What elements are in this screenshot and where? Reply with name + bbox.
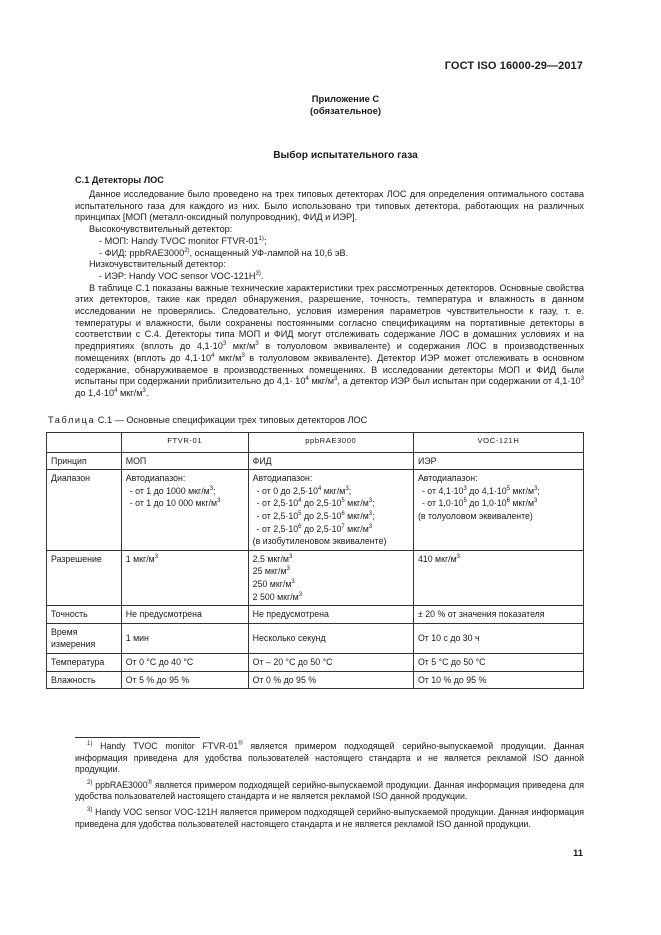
row-label: Принцип bbox=[47, 452, 122, 470]
standard-header: ГОСТ ISO 16000-29—2017 bbox=[444, 60, 583, 72]
table-cell: От 10 % до 95 % bbox=[413, 671, 583, 689]
table-cell: От 0 % до 95 % bbox=[248, 671, 413, 689]
table-row-accuracy bbox=[47, 606, 584, 624]
table-cell: От 5 % до 95 % bbox=[121, 671, 248, 689]
row-label: Разрешение bbox=[47, 550, 122, 605]
annex-subtitle: (обязательное) bbox=[310, 105, 381, 116]
table-cell: От 0 °С до 40 °С bbox=[121, 653, 248, 671]
annex-title: Приложение С bbox=[311, 93, 380, 104]
header-voc121h: VOC-121H bbox=[413, 433, 583, 453]
row-label: Диапазон bbox=[47, 470, 122, 551]
low-sensitivity-item-ier: - ИЭР: Handy VOC sensor VOC-$121H^{3)}$. bbox=[99, 270, 264, 281]
section-title: С.1 Детекторы ЛОС bbox=[75, 175, 164, 185]
table-cell: ± 20 % от значения показателя bbox=[413, 606, 583, 624]
row-label: Температура bbox=[47, 653, 122, 671]
table-cell: 2,5 мкг/$м^3$ 25 мкг/$м^3$ 250 мкг/$м^3$ 2 500 мкг/$м^3$ bbox=[248, 550, 413, 605]
table-row-principle bbox=[47, 452, 584, 470]
header-ftvr01: FTVR-01 bbox=[121, 433, 248, 453]
table-cell: Автодиапазон: - от $4,1\cdot 10^3$ до $4,1\cdot 10^5$ мкг/$м^3$; - от $1,0\cdot 10^5$ до $1,0\cdot 10^6$ мкг/$м^3$ (в толуоловом эквиваленте) bbox=[413, 470, 583, 551]
table-caption: Таблица С.1 — Основные спецификации трех типовых детекторов ЛОС bbox=[48, 415, 368, 425]
low-sensitivity-label: Низкочувствительный детектор: bbox=[89, 259, 226, 270]
document-title: Выбор испытательного газа bbox=[273, 150, 418, 161]
paragraph-table-description: В таблице С.1 показаны важные технические характеристики трех рассмотренных детекторов. Основные свойства этих детекторов, такие как предел обнаружения, разрешение, точность, температура и влажность в данном исследовании не проверялись. Следовательно, условия измерения параметров чувствительности к газу, т. е. температуры и влажности, были сохранены постоянными согласно спецификациям на портативные детекторы в соответствии с С.4. Детекторы типа МОП и ФИД могут отслеживать содержание ЛОС в домашних условиях и на предприятиях (вплоть до $4,1\cdot 10^3$ мкг/$м^3$ в толуоловом эквиваленте) и содержания ЛОС в производственных помещениях (вплоть до $4,1\cdot 10^4$ мкг/$м^3$ в толуоловом эквиваленте). Детектор ИЭР может отслеживать в основном содержание, обнаруживаемое в производственных помещениях. В исследовании детекторы МОП и ФИД были испытаны при содержании приблизительно до $4,1\cdot 10^4$ мкг/$м^3$, а детектор ИЭР был испытан при содержании от $4,1\cdot 10^3$ до $1,4\cdot 10^4$ мкг/$м^3$. bbox=[75, 282, 585, 398]
table-row-measurement-time bbox=[47, 623, 584, 653]
detector-spec-table bbox=[46, 432, 584, 689]
table-cell: ФИД bbox=[248, 452, 413, 470]
table-row-temperature bbox=[47, 653, 584, 671]
table-cell: МОП bbox=[121, 452, 248, 470]
table-row-range bbox=[47, 470, 584, 551]
footnote-3: $^{3)}$ Handy VOC sensor VOC-121H является примером подходящей серийно-выпускаемой продукции. Данная информация приведена для удобства пользователей настоящего стандарта и не является рекламой ISO данной продукции. bbox=[75, 806, 584, 829]
table-header-row bbox=[47, 433, 584, 453]
header-empty-cell bbox=[47, 433, 122, 453]
table-cell: Несколько секунд bbox=[248, 623, 413, 653]
table-cell: Не предусмотрена bbox=[121, 606, 248, 624]
table-cell: 1 мин bbox=[121, 623, 248, 653]
page-number: 11 bbox=[572, 848, 583, 859]
table-cell: 410 мкг/$м^3$ bbox=[413, 550, 583, 605]
header-ppbrae3000: ppbRAE3000 bbox=[248, 433, 413, 453]
high-sensitivity-label: Высокочувствительный детектор: bbox=[89, 224, 233, 235]
high-sensitivity-item-fid: - ФИД: ppbRAE3000$^{2)}$, оснащенный УФ-лампой на 10,6 эВ. bbox=[99, 247, 349, 258]
table-cell: Автодиапазон: - от 1 до 1000 мкг/$м^3$; - от 1 до 10 000 мкг/$м^3$ bbox=[121, 470, 248, 551]
annex-heading bbox=[0, 93, 661, 117]
row-label: Время измерения bbox=[47, 623, 122, 653]
paragraph-intro: Данное исследование было проведено на трех типовых детекторах ЛОС для определения оптимального состава испытательного газа для каждого из них. Было использовано три типовых детектора, работающих на различных принципах [МОП (металл-оксидный полупроводник), ФИД и ИЭР]. bbox=[75, 189, 584, 223]
body-text bbox=[75, 189, 584, 400]
row-label: Точность bbox=[47, 606, 122, 624]
row-label: Влажность bbox=[47, 671, 122, 689]
table-row-humidity bbox=[47, 671, 584, 689]
table-cell: 1 мкг/$м^3$ bbox=[121, 550, 248, 605]
table-cell: От 5 °С до 50 °С bbox=[413, 653, 583, 671]
footnote-1: $^{1)}$ Handy TVOC monitor FTVR-01® является примером подходящей серийно-выпускаемой продукции. Данная информация приведена для удобства пользователей настоящего стандарта и не является рекламой ISO данной продукции. bbox=[75, 741, 584, 775]
table-cell: От – 20 °С до 50 °С bbox=[248, 653, 413, 671]
table-cell: Автодиапазон: - от 0 до $2,5\cdot 10^4$ мкг/$м^3$; - от $2,5\cdot 10^4$ до $2,5\cdot 10^5$ мкг/$м^3$; - от $2,5\cdot 10^5$ до $2,5\cdot 10^6$ мкг/$м^3$; - от $2,5\cdot 10^6$ до $2,5\cdot 10^7$ мкг/$м^3$ (в изобутиленовом эквиваленте) bbox=[248, 470, 413, 551]
table-cell: Не предусмотрена bbox=[248, 606, 413, 624]
table-cell: ИЭР bbox=[413, 452, 583, 470]
table-cell: От 10 с до 30 ч bbox=[413, 623, 583, 653]
footnote-divider bbox=[75, 737, 200, 738]
footnotes bbox=[75, 741, 584, 834]
table-row-resolution bbox=[47, 550, 584, 605]
high-sensitivity-item-mop: - МОП: Handy TVOC monitor FTVR-01$^{1)}$; bbox=[99, 235, 267, 246]
footnote-2: $^{2)}$ ppbRAE3000® является примером подходящей серийно-выпускаемой продукции. Данная информация приведена для удобства пользователей настоящего стандарта и не является рекламой ISO данной продукции. bbox=[75, 779, 585, 802]
